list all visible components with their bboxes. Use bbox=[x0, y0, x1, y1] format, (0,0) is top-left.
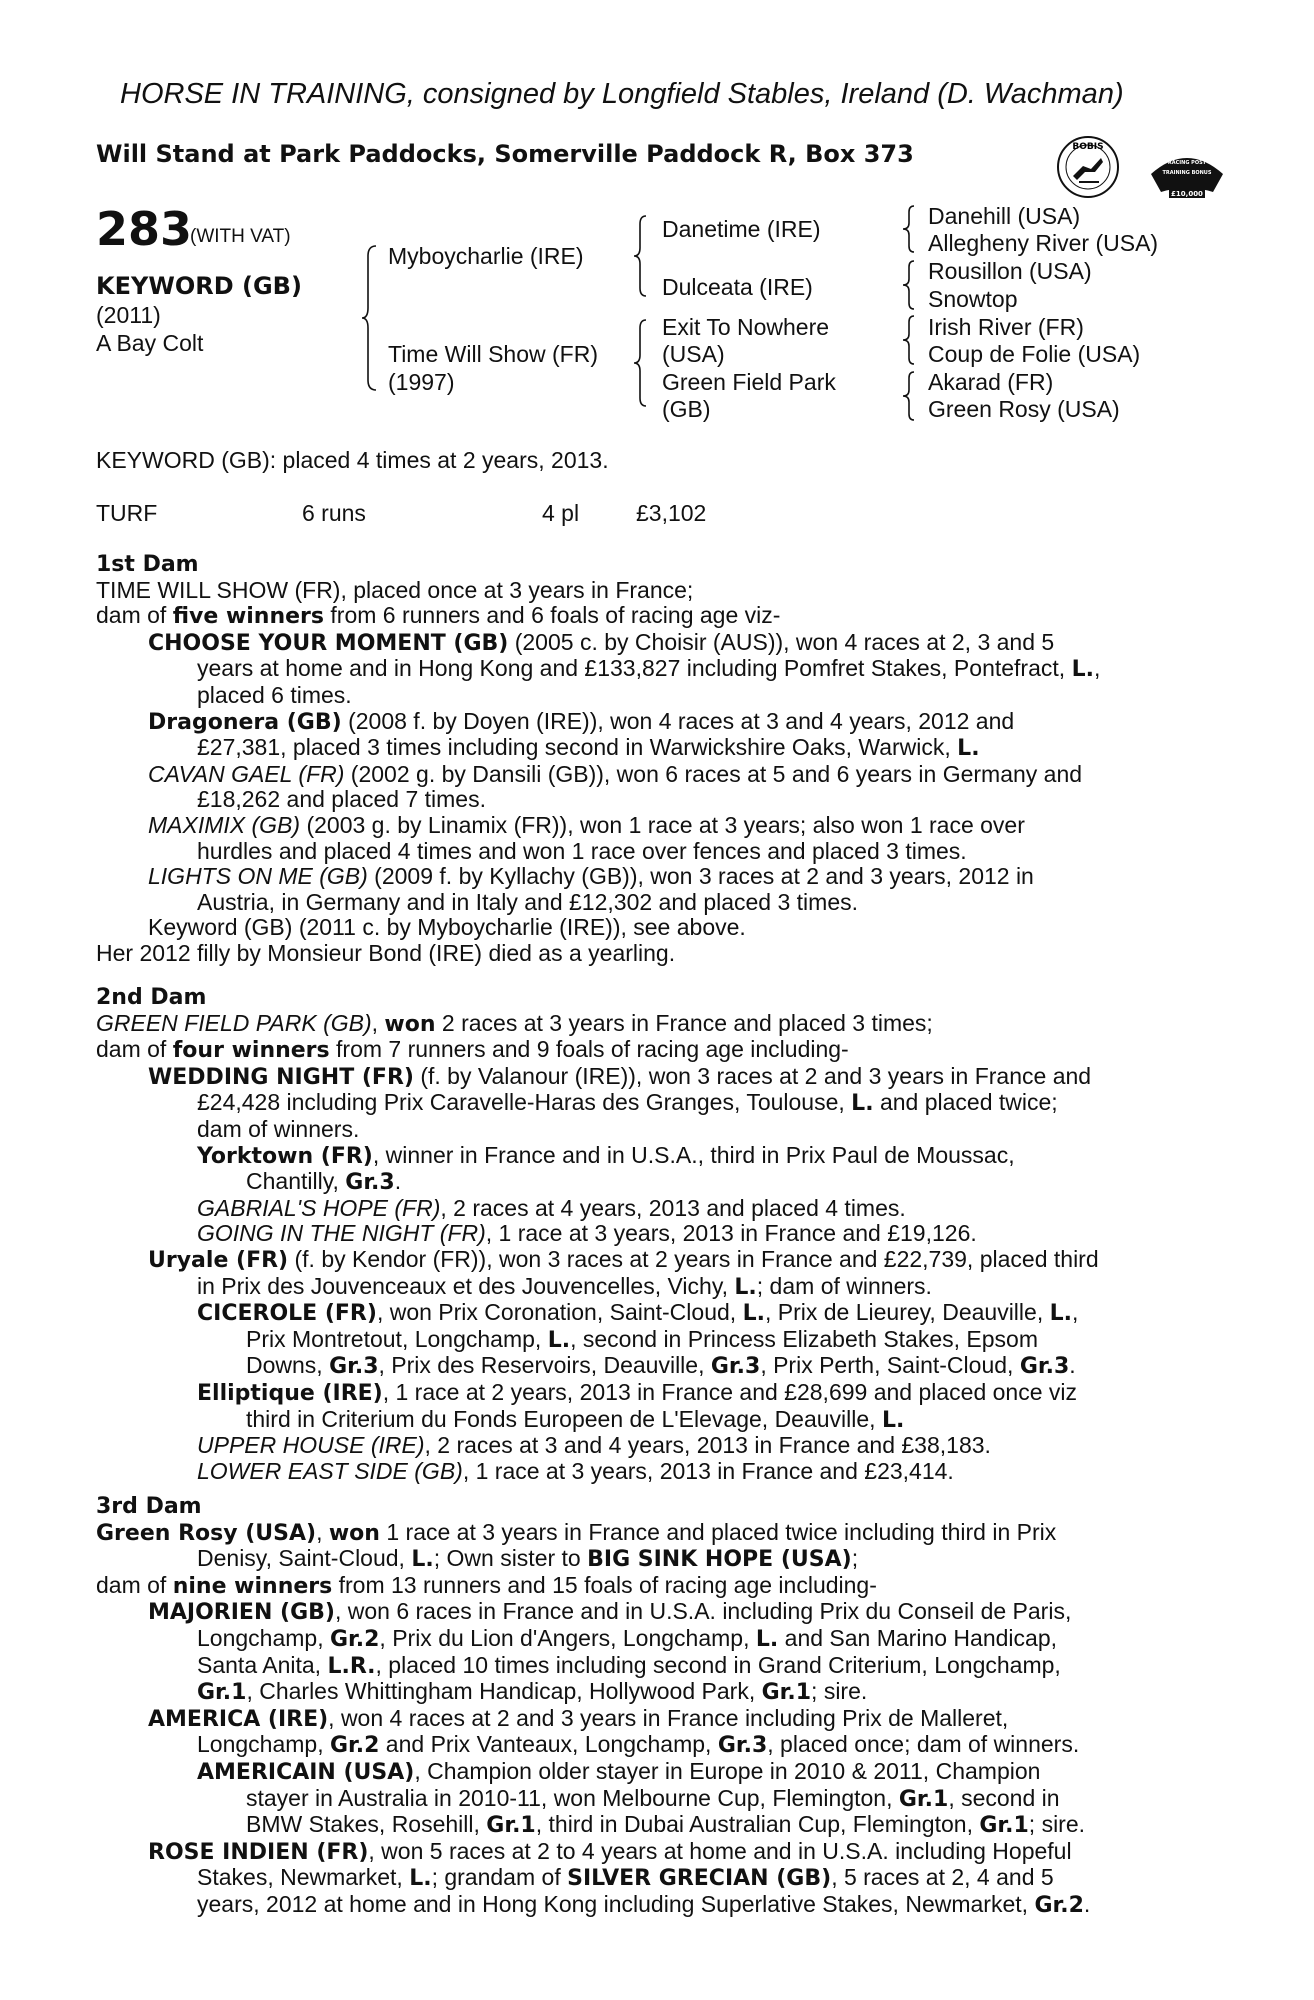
dam-record: Green Rosy (USA), won 1 race at 3 years in France and placed twice including third in Prix bbox=[96, 1518, 1057, 1546]
grandprogeny-entry: GOING IN THE NIGHT (FR), 1 race at 3 years, 2013 in France and £19,126. bbox=[197, 1220, 977, 1247]
pedigree-dam: Time Will Show (FR) bbox=[388, 341, 598, 367]
pedigree-sire-sire: Danetime (IRE) bbox=[662, 216, 821, 242]
progeny-entry: MAJORIEN (GB), won 6 races in France and in U.S.A. including Prix du Conseil de Paris, bbox=[148, 1598, 1072, 1626]
pedigree-ssd: Allegheny River (USA) bbox=[928, 230, 1159, 256]
lot-number: 283 bbox=[96, 202, 193, 256]
bonus-amount: £10,000 bbox=[1171, 190, 1203, 198]
dam-record: TIME WILL SHOW (FR), placed once at 3 years in France; bbox=[96, 576, 694, 603]
dam-produce-summary: dam of nine winners from 13 runners and 15 foals of racing age including- bbox=[96, 1571, 877, 1599]
progeny-entry: Dragonera (GB) (2008 f. by Doyen (IRE)), won 4 races at 3 and 4 years, 2012 and bbox=[148, 707, 1015, 735]
pedigree-brace-ds bbox=[903, 314, 915, 366]
pedigree-brace-ss bbox=[903, 204, 915, 254]
race-summary: KEYWORD (GB): placed 4 times at 2 years, 2013. bbox=[96, 447, 609, 473]
lot-vat: (WITH VAT) bbox=[190, 226, 291, 247]
third-dam-section: 3rd Dam Green Rosy (USA), won 1 race at 3 years in France and placed twice including third in Prix Denisy, Saint-Cloud, L.; Own sister to BIG SINK HOPE (USA); dam of nine winners from 13 runners and 15 foals of racing age including- MAJORIEN (GB), won 6 races in France and in U.S.A. including Prix du Conseil de Paris, Longchamp, Gr.2, Prix du Lion d'Angers, Longchamp, L. and San Marino Handicap, Santa Anita, L.R., placed 10 times including second in Grand Criterium, Longchamp, Gr.1, Charles Whittingham Handicap, Hollywood Park, Gr.1; sire. AMERICA (IRE), won 4 races at 2 and 3 years in France including Prix de Malleret, Longchamp, Gr.2 and Prix Vanteaux, Longchamp, Gr.3, placed once; dam of winners. AMERICAIN (USA), Champion older stayer in Europe in 2010 & 2011, Champion stayer in Australia in 2010-11, won Melbourne Cup, Flemington, Gr.1, second in BMW Stakes, Rosehill, Gr.1, third in Dubai Australian Cup, Flemington, Gr.1; sire. ROSE INDIEN (FR), won 5 races at 2 to 4 years at home and in U.S.A. including Hopeful Stakes, Newmarket, L.; grandam of SILVER GRECIAN (GB), 5 races at 2, 4 and 5 years, 2012 at home and in Hong Kong including Superlative Stakes, Newmarket, Gr.2. bbox=[96, 1494, 1216, 1919]
grandprogeny-entry: CICEROLE (FR), won Prix Coronation, Saint-Cloud, L., Prix de Lieurey, Deauville, L., bbox=[197, 1299, 1079, 1327]
pedigree-sire: Myboycharlie (IRE) bbox=[388, 243, 584, 269]
dam-produce-summary: dam of five winners from 6 runners and 6 foals of racing age viz- bbox=[96, 602, 781, 630]
grandprogeny-entry: UPPER HOUSE (IRE), 2 races at 3 and 4 years, 2013 in France and £38,183. bbox=[197, 1432, 991, 1459]
pedigree-dam-dam: Green Field Park bbox=[662, 369, 836, 395]
progeny-entry: CAVAN GAEL (FR) (2002 g. by Dansili (GB)), won 6 races at 5 and 6 years in Germany and bbox=[148, 760, 1083, 787]
grandprogeny-entry: LOWER EAST SIDE (GB), 1 race at 3 years, 2013 in France and £23,414. bbox=[197, 1457, 954, 1484]
progeny-entry: Uryale (FR) (f. by Kendor (FR)), won 3 races at 2 years in France and £22,739, placed third bbox=[148, 1245, 1099, 1273]
record-surface: TURF bbox=[96, 500, 158, 526]
section-heading: 3rd Dam bbox=[96, 1494, 202, 1519]
progeny-entry: MAXIMIX (GB) (2003 g. by Linamix (FR)), won 1 race at 3 years; also won 1 race over bbox=[148, 811, 1025, 838]
pedigree-dam-sire-origin: (USA) bbox=[662, 341, 725, 367]
pedigree-brace-dam bbox=[634, 318, 648, 408]
catalogue-header: HORSE IN TRAINING, consigned by Longfield Stables, Ireland (D. Wachman) bbox=[120, 78, 1124, 110]
racing-post-bonus-icon bbox=[1147, 148, 1227, 202]
pedigree-dsd: Coup de Folie (USA) bbox=[928, 341, 1141, 367]
section-heading: 1st Dam bbox=[96, 552, 199, 577]
bobis-text: BOBIS bbox=[1072, 142, 1104, 152]
pedigree-dam-sire: Exit To Nowhere bbox=[662, 314, 830, 340]
horse-name: KEYWORD (GB) bbox=[96, 272, 302, 300]
pedigree-brace-dd bbox=[903, 370, 915, 422]
record-runs: 6 runs bbox=[302, 500, 366, 526]
pedigree-dam-year: (1997) bbox=[388, 369, 455, 395]
dam-produce-summary: dam of four winners from 7 runners and 9 foals of racing age including- bbox=[96, 1036, 849, 1064]
dam-record: GREEN FIELD PARK (GB), won 2 races at 3 years in France and placed 3 times; bbox=[96, 1009, 933, 1037]
bobis-logo-icon bbox=[1055, 134, 1121, 200]
grandprogeny-entry: AMERICAIN (USA), Champion older stayer in Europe in 2010 & 2011, Champion bbox=[197, 1757, 1041, 1785]
grandprogeny-entry: Elliptique (IRE), 1 race at 2 years, 2013 in France and £28,699 and placed once viz bbox=[197, 1378, 1078, 1406]
pedigree-dds: Akarad (FR) bbox=[928, 369, 1054, 395]
first-dam-section: 1st Dam TIME WILL SHOW (FR), placed once at 3 years in France; dam of five winners from 6 runners and 6 foals of racing age viz- CHOOSE YOUR MOMENT (GB) (2005 c. by Choisir (AUS)), won 4 races at 2, 3 and 5 years at home and in Hong Kong and £133,827 including Pomfret Stakes, Pontefract, L., placed 6 times. Dragonera (GB) (2008 f. by Doyen (IRE)), won 4 races at 3 and 4 years, 2012 and £27,381, placed 3 times including second in Warwickshire Oaks, Warwick, L. CAVAN GAEL (FR) (2002 g. by Dansili (GB)), won 6 races at 5 and 6 years in Germany and £18,262 and placed 7 times. MAXIMIX (GB) (2003 g. by Linamix (FR)), won 1 race at 3 years; also won 1 race over hurdles and placed 4 times and won 1 race over fences and placed 3 times. LIGHTS ON ME (GB) (2009 f. by Kyllachy (GB)), won 3 races at 2 and 3 years, 2012 in Austria, in Germany and in Italy and £12,302 and placed 3 times. Keyword (GB) (2011 c. by Myboycharlie (IRE)), see above. Her 2012 filly by Monsieur Bond (IRE) died as a yearling. bbox=[96, 552, 1216, 967]
training-bonus-text: TRAINING BONUS bbox=[1162, 170, 1212, 176]
pedigree-brace-sd bbox=[903, 259, 915, 311]
horse-year: (2011) bbox=[96, 302, 161, 328]
pedigree-sds: Rousillon (USA) bbox=[928, 258, 1092, 284]
record-earnings: £3,102 bbox=[636, 500, 707, 526]
pedigree-dss: Irish River (FR) bbox=[928, 314, 1084, 340]
pedigree-dam-dam-origin: (GB) bbox=[662, 396, 711, 422]
progeny-entry: WEDDING NIGHT (FR) (f. by Valanour (IRE)), won 3 races at 2 and 3 years in France and bbox=[148, 1062, 1092, 1090]
progeny-note: Her 2012 filly by Monsieur Bond (IRE) died as a yearling. bbox=[96, 939, 676, 966]
grandprogeny-entry: Yorktown (FR), winner in France and in U.S.A., third in Prix Paul de Moussac, bbox=[197, 1141, 1015, 1169]
progeny-entry: AMERICA (IRE), won 4 races at 2 and 3 years in France including Prix de Malleret, bbox=[148, 1704, 1009, 1732]
pedigree-sire-dam: Dulceata (IRE) bbox=[662, 274, 813, 300]
section-heading: 2nd Dam bbox=[96, 985, 207, 1010]
pedigree-ddd: Green Rosy (USA) bbox=[928, 396, 1120, 422]
pedigree-brace-sire bbox=[634, 214, 648, 298]
bobis-badge bbox=[1055, 134, 1121, 200]
horse-description: A Bay Colt bbox=[96, 330, 204, 356]
training-bonus-badge bbox=[1147, 148, 1227, 202]
second-dam-section: 2nd Dam GREEN FIELD PARK (GB), won 2 races at 3 years in France and placed 3 times; dam of four winners from 7 runners and 9 foals of racing age including- WEDDING NIGHT (FR) (f. by Valanour (IRE)), won 3 races at 2 and 3 years in France and £24,428 including Prix Caravelle-Haras des Granges, Toulouse, L. and placed twice; dam of winners. Yorktown (FR), winner in France and in U.S.A., third in Prix Paul de Moussac, Chantilly, Gr.3. GABRIAL'S HOPE (FR), 2 races at 4 years, 2013 and placed 4 times. GOING IN THE NIGHT (FR), 1 race at 3 years, 2013 in France and £19,126. Uryale (FR) (f. by Kendor (FR)), won 3 races at 2 years in France and £22,739, placed third in Prix des Jouvenceaux et des Jouvencelles, Vichy, L.; dam of winners. CICEROLE (FR), won Prix Coronation, Saint-Cloud, L., Prix de Lieurey, Deauville, L., Prix Montretout, Longchamp, L., second in Princess Elizabeth Stakes, Epsom Downs, Gr.3, Prix des Reservoirs, Deauville, Gr.3, Prix Perth, Saint-Cloud, Gr.3. Elliptique (IRE), 1 race at 2 years, 2013 in France and £28,699 and placed once viz third in Criterium du Fonds Europeen de L'Elevage, Deauville, L. UPPER HOUSE (IRE), 2 races at 3 and 4 years, 2013 in France and £38,183. LOWER EAST SIDE (GB), 1 race at 3 years, 2013 in France and £23,414. bbox=[96, 985, 1216, 1484]
progeny-entry: Keyword (GB) (2011 c. by Myboycharlie (IRE)), see above. bbox=[148, 914, 746, 941]
record-placed: 4 pl bbox=[542, 500, 580, 526]
grandprogeny-entry: GABRIAL'S HOPE (FR), 2 races at 4 years, 2013 and placed 4 times. bbox=[197, 1194, 906, 1221]
stand-location: Will Stand at Park Paddocks, Somerville Paddock R, Box 373 bbox=[96, 140, 914, 168]
progeny-entry: CHOOSE YOUR MOMENT (GB) (2005 c. by Choisir (AUS)), won 4 races at 2, 3 and 5 bbox=[148, 628, 1055, 656]
racing-post-text: RACING POST bbox=[1167, 160, 1207, 166]
pedigree-brace-main bbox=[362, 244, 378, 392]
pedigree-sss: Danehill (USA) bbox=[928, 203, 1081, 229]
progeny-entry: LIGHTS ON ME (GB) (2009 f. by Kyllachy (GB)), won 3 races at 2 and 3 years, 2012 in bbox=[148, 863, 1034, 890]
pedigree-sdd: Snowtop bbox=[928, 286, 1018, 312]
progeny-entry: ROSE INDIEN (FR), won 5 races at 2 to 4 years at home and in U.S.A. including Hopeful bbox=[148, 1837, 1072, 1865]
